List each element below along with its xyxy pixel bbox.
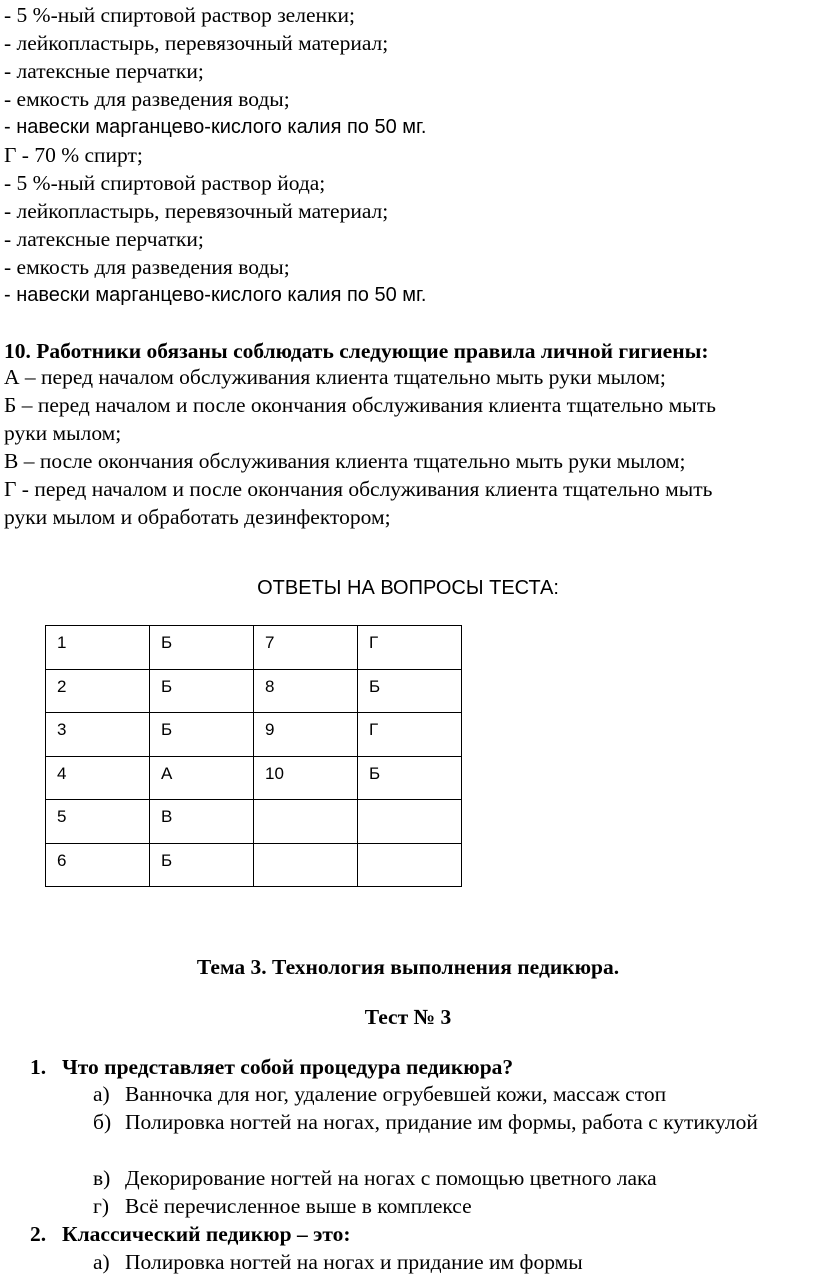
table-cell: А — [150, 756, 254, 800]
list-line: - лейкопластырь, перевязочный материал; — [4, 31, 389, 55]
table-cell: Б — [150, 843, 254, 887]
list-line: - латексные перчатки; — [4, 227, 204, 251]
question-number: 2. — [30, 1222, 47, 1246]
table-row — [46, 843, 462, 887]
test-title: Тест № 3 — [364, 1005, 452, 1029]
list-line: - 5 %-ный спиртовой раствор йода; — [4, 171, 326, 195]
table-cell: Б — [150, 626, 254, 670]
list-line: - навески марганцево-кислого калия по 50 мг. — [4, 116, 427, 138]
list-line: - навески марганцево-кислого калия по 50 мг. — [4, 284, 427, 306]
table-cell — [254, 800, 358, 844]
answer-line: Б – перед началом и после окончания обслуживания клиента тщательно мыть — [4, 393, 716, 417]
table-cell: 9 — [254, 713, 358, 757]
option-letter: а) — [93, 1250, 110, 1274]
question-title: 10. Работники обязаны соблюдать следующие правила личной гигиены: — [4, 339, 709, 363]
table-row — [46, 756, 462, 800]
option-text: Полировка ногтей на ногах и придание им формы — [125, 1250, 583, 1274]
option-text: Всё перечисленное выше в комплексе — [125, 1194, 472, 1218]
table-cell: 1 — [46, 626, 150, 670]
table-cell: 2 — [46, 669, 150, 713]
table-row — [46, 626, 462, 670]
table-cell: Б — [358, 756, 462, 800]
answer-line: Г - перед началом и после окончания обслуживания клиента тщательно мыть — [4, 477, 713, 501]
table-cell: 3 — [46, 713, 150, 757]
table-cell: Б — [358, 669, 462, 713]
list-line: - емкость для разведения воды; — [4, 87, 290, 111]
answer-line: А – перед началом обслуживания клиента тщательно мыть руки мылом; — [4, 365, 666, 389]
answer-line: В – после окончания обслуживания клиента тщательно мыть руки мылом; — [4, 449, 686, 473]
table-cell: 5 — [46, 800, 150, 844]
option-text: Декорирование ногтей на ногах с помощью цветного лака — [125, 1166, 657, 1190]
option-text: Ванночка для ног, удаление огрубевшей кожи, массаж стоп — [125, 1082, 667, 1106]
answer-line: руки мылом; — [4, 421, 122, 445]
table-cell — [254, 843, 358, 887]
answers-heading: ОТВЕТЫ НА ВОПРОСЫ ТЕСТА: — [257, 577, 559, 599]
table-row — [46, 800, 462, 844]
list-line: - латексные перчатки; — [4, 59, 204, 83]
table-cell — [358, 800, 462, 844]
option-letter: г) — [93, 1194, 109, 1218]
table-row — [46, 713, 462, 757]
table-cell: Г — [358, 713, 462, 757]
list-line: - 5 %-ный спиртовой раствор зеленки; — [4, 3, 355, 27]
table-row — [46, 669, 462, 713]
table-cell: 4 — [46, 756, 150, 800]
table-cell: 7 — [254, 626, 358, 670]
table-cell: В — [150, 800, 254, 844]
option-text: Полировка ногтей на ногах, придание им формы, работа с кутикулой — [125, 1110, 758, 1134]
question-text: Классический педикюр – это: — [62, 1222, 351, 1246]
table-cell: Г — [358, 626, 462, 670]
list-line: Г - 70 % спирт; — [4, 143, 143, 167]
topic-title: Тема 3. Технология выполнения педикюра. — [196, 955, 620, 979]
question-text: Что представляет собой процедура педикюра? — [62, 1055, 514, 1079]
table-cell: Б — [150, 669, 254, 713]
table-cell: 8 — [254, 669, 358, 713]
answer-line: руки мылом и обработать дезинфектором; — [4, 505, 391, 529]
option-letter: в) — [93, 1166, 111, 1190]
answers-table — [45, 625, 462, 887]
table-cell: Б — [150, 713, 254, 757]
table-cell: 10 — [254, 756, 358, 800]
list-line: - лейкопластырь, перевязочный материал; — [4, 199, 389, 223]
table-cell: 6 — [46, 843, 150, 887]
question-number: 1. — [30, 1055, 47, 1079]
option-letter: б) — [93, 1110, 112, 1134]
table-cell — [358, 843, 462, 887]
list-line: - емкость для разведения воды; — [4, 255, 290, 279]
option-letter: а) — [93, 1082, 110, 1106]
